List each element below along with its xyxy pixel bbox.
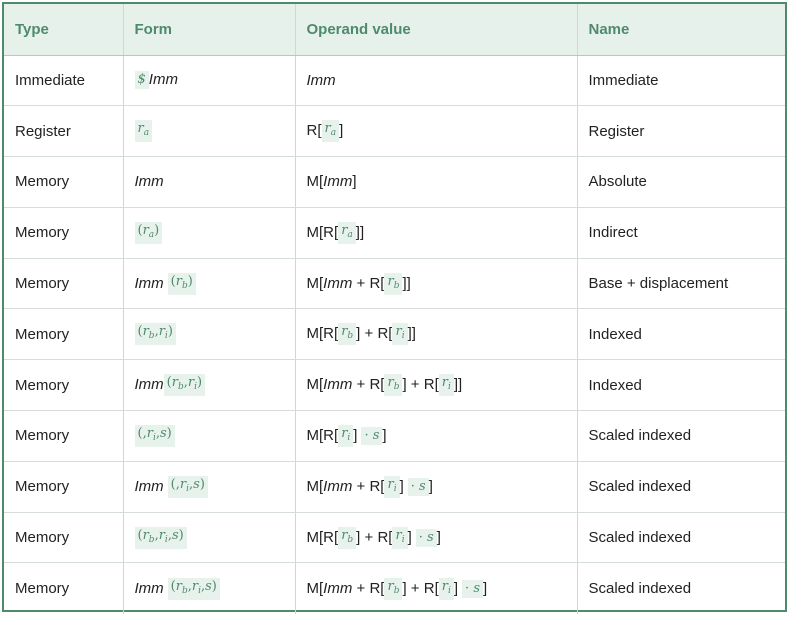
table-row: [4, 258, 785, 309]
cell-name: Immediate: [577, 55, 785, 106]
imm-text: Imm: [134, 173, 164, 191]
code-ri: $r_i$: [392, 527, 407, 549]
cell-name: Scaled indexed: [577, 411, 785, 462]
imm-text: Imm: [306, 71, 336, 89]
code-paren-rb-ri: $(r_b,r_i)$: [135, 323, 176, 345]
code-ri: $r_i$: [392, 323, 407, 345]
code-rb: $r_b$: [384, 578, 402, 600]
cell-type: Register: [4, 106, 123, 157]
table-row: [4, 106, 785, 157]
operand-forms-table-frame: [2, 2, 787, 612]
code-dot-s: · s: [462, 580, 483, 598]
code-dot-s: · s: [361, 427, 382, 445]
table-row: [4, 360, 785, 411]
cell-name: Register: [577, 106, 785, 157]
operand-forms-table: [4, 4, 785, 614]
header-name: Name: [577, 4, 785, 55]
table-row: [4, 55, 785, 106]
cell-name: Absolute: [577, 157, 785, 208]
table-row: [4, 309, 785, 360]
cell-name: Base + displacement: [577, 258, 785, 309]
cell-type: Memory: [4, 512, 123, 563]
cell-form: [123, 309, 295, 360]
cell-type: Memory: [4, 411, 123, 462]
table-row: [4, 411, 785, 462]
cell-operand-value: M[R[ $r_a$ ]]: [295, 207, 577, 258]
cell-operand-value: M[Imm]: [295, 157, 577, 208]
code-rb: $r_b$: [384, 273, 402, 295]
code-ra: $r_a$: [322, 120, 340, 142]
code-paren-ra: $(r_a)$: [135, 222, 163, 244]
header-row: [4, 4, 785, 55]
code-paren-ri-s: $(,r_i,s)$: [135, 425, 175, 447]
cell-name: Scaled indexed: [577, 512, 785, 563]
code-dollar: $: [135, 71, 149, 89]
cell-operand-value: M[R[ $r_b$ ] + R[ $r_i$ ]]: [295, 309, 577, 360]
cell-form: [123, 512, 295, 563]
imm-text: Imm: [148, 71, 178, 89]
cell-form: [123, 157, 295, 208]
code-ra: $r_a$: [338, 222, 356, 244]
code-ra: $r_a$: [135, 120, 153, 142]
code-dot-s: · s: [408, 478, 429, 496]
table-row: [4, 157, 785, 208]
cell-operand-value: M[Imm + R[ $r_b$ ] + R[ $r_i$ ]]: [295, 360, 577, 411]
cell-name: Scaled indexed: [577, 461, 785, 512]
code-dot-s: · s: [416, 529, 437, 547]
cell-form: Imm $(r_b,r_i)$: [123, 360, 295, 411]
code-ri: $r_i$: [439, 578, 454, 600]
header-type: Type: [4, 4, 123, 55]
cell-type: Memory: [4, 207, 123, 258]
cell-form: Imm $(r_b,r_i,s)$: [123, 563, 295, 614]
cell-type: Memory: [4, 309, 123, 360]
cell-operand-value: M[Imm + R[ $r_b$ ]]: [295, 258, 577, 309]
code-rb: $r_b$: [338, 323, 356, 345]
header-form: Form: [123, 4, 295, 55]
table-row: [4, 512, 785, 563]
code-ri: $r_i$: [384, 476, 399, 498]
code-ri: $r_i$: [338, 425, 353, 447]
table-row: [4, 207, 785, 258]
code-paren-ri-s: $(,r_i,s)$: [168, 476, 208, 498]
cell-type: Immediate: [4, 55, 123, 106]
cell-operand-value: [295, 55, 577, 106]
code-paren-rb-ri: $(r_b,r_i)$: [164, 374, 205, 396]
cell-form: [123, 411, 295, 462]
code-paren-rb: $(r_b)$: [168, 273, 196, 295]
cell-type: Memory: [4, 563, 123, 614]
code-ri: $r_i$: [439, 374, 454, 396]
cell-type: Memory: [4, 461, 123, 512]
cell-operand-value: M[Imm + R[ $r_b$ ] + R[ $r_i$ ] · s ]: [295, 563, 577, 614]
cell-form: [123, 207, 295, 258]
cell-type: Memory: [4, 157, 123, 208]
code-paren-rb-ri-s: $(r_b,r_i,s)$: [135, 527, 187, 549]
table-row: [4, 461, 785, 512]
cell-operand-value: R[ $r_a$ ]: [295, 106, 577, 157]
cell-operand-value: M[R[ $r_i$ ] · s ]: [295, 411, 577, 462]
table-row: [4, 563, 785, 614]
cell-type: Memory: [4, 258, 123, 309]
cell-operand-value: M[R[ $r_b$ ] + R[ $r_i$ ] · s ]: [295, 512, 577, 563]
header-operand-value: Operand value: [295, 4, 577, 55]
cell-form: Imm $(,r_i,s)$: [123, 461, 295, 512]
cell-name: Scaled indexed: [588, 580, 692, 598]
code-paren-rb-ri-s: $(r_b,r_i,s)$: [168, 578, 220, 600]
cell-form: Imm $(r_b)$: [123, 258, 295, 309]
cell-operand-value: M[Imm + R[ $r_i$ ] · s ]: [295, 461, 577, 512]
cell-type: Memory: [4, 360, 123, 411]
cell-name: Indirect: [577, 207, 785, 258]
cell-form: [123, 55, 295, 106]
cell-name: Indexed: [577, 309, 785, 360]
cell-name: Indexed: [577, 360, 785, 411]
code-rb: $r_b$: [338, 527, 356, 549]
code-rb: $r_b$: [384, 374, 402, 396]
cell-form: [123, 106, 295, 157]
